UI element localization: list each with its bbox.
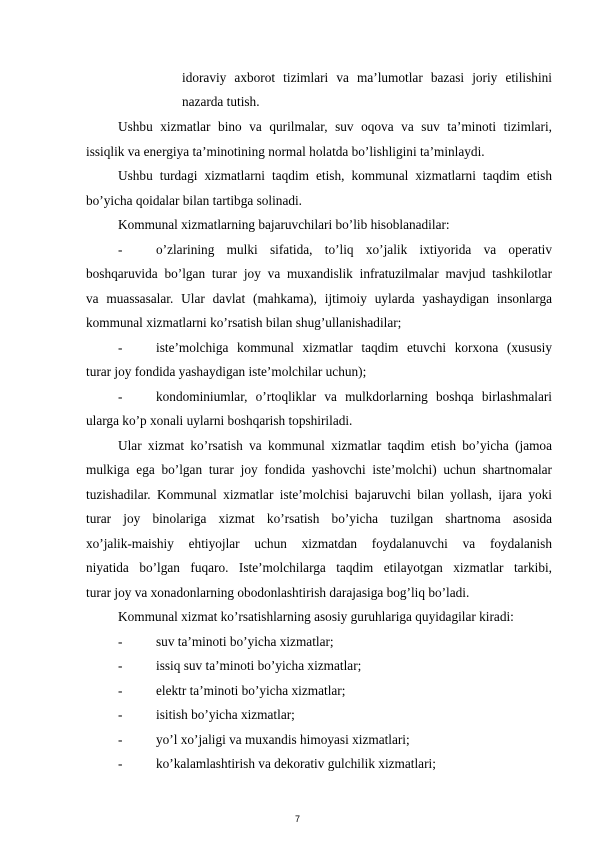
bullet-dash-8: - (118, 732, 123, 747)
paragraph-2-line-1: Ushbu turdagi xizmatlarni taqdim etish, kommunal xizmatlarni taqdim etish (118, 168, 552, 183)
bullet-8: yo’l xo’jaligi va muxandis himoyasi xizmatlari; (156, 732, 410, 747)
bullet-2-line-2: turar joy fondida yashaydigan iste’molchilar uchun); (86, 364, 367, 379)
paragraph-4-line-3: tuzishadilar. Kommunal xizmatlar iste’molchisi bajaruvchi bilan yollash, ijara yoki (86, 487, 552, 502)
continued-line-1: idoraviy axborot tizimlari va ma’lumotlar bazasi joriy etilishini (182, 70, 552, 85)
paragraph-1-line-2: issiqlik va energiya ta’minotining normal holatda bo’lishligini ta’minlaydi. (86, 144, 485, 159)
bullet-4: suv ta’minoti bo’yicha xizmatlar; (156, 634, 334, 649)
continued-line-2: nazarda tutish. (182, 94, 260, 109)
paragraph-4-line-7: turar joy va xonadonlarning obodonlashtirish darajasiga bog’liq bo’ladi. (86, 585, 470, 600)
paragraph-3-line-1: Kommunal xizmatlarning bajaruvchilari bo’lib hisoblanadilar: (118, 217, 450, 232)
bullet-dash-3: - (118, 389, 123, 404)
bullet-3-line-2: ularga ko’p xonali uylarni boshqarish topshiriladi. (86, 413, 353, 428)
paragraph-2-line-2: bo’yicha qoidalar bilan tartibga solinadi. (86, 193, 303, 208)
bullet-dash-9: - (118, 756, 123, 771)
paragraph-4-line-2: mulkiga ega bo’lgan turar joy fondida yashovchi iste’molchi) uchun shartnomalar (86, 462, 552, 477)
bullet-1-line-4: kommunal xizmatlarni ko’rsatish bilan shug’ullanishadilar; (86, 315, 402, 330)
bullet-5: issiq suv ta’minoti bo’yicha xizmatlar; (156, 658, 362, 673)
bullet-dash-2: - (118, 340, 123, 355)
paragraph-4-line-1: Ular xizmat ko’rsatish va kommunal xizmatlar taqdim etish bo’yicha (jamoa (118, 438, 552, 453)
bullet-9: ko’kalamlashtirish va dekorativ gulchilik xizmatlari; (156, 756, 436, 771)
bullet-6: elektr ta’minoti bo’yicha xizmatlar; (156, 683, 346, 698)
paragraph-5-line-1: Kommunal xizmat ko’rsatishlarning asosiy guruhlariga quyidagilar kiradi: (118, 609, 514, 624)
bullet-7: isitish bo’yicha xizmatlar; (156, 707, 295, 722)
page-number: 7 (294, 814, 300, 824)
paragraph-4-line-5: xo’jalik-maishiy ehtiyojlar uchun xizmatdan foydalanuvchi va foydalanish (86, 536, 552, 551)
bullet-dash-4: - (118, 634, 123, 649)
bullet-1-line-1: o’zlarining mulki sifatida, to’liq xo’jalik ixtiyorida va operativ (156, 242, 552, 257)
bullet-1-line-2: boshqaruvida bo’lgan turar joy va muxandislik infratuzilmalar mavjud tashkilotlar (86, 266, 552, 281)
paragraph-4-line-4: turar joy binolariga xizmat ko’rsatish bo’yicha tuzilgan shartnoma asosida (86, 511, 552, 526)
bullet-dash-6: - (118, 683, 123, 698)
bullet-dash-5: - (118, 658, 123, 673)
bullet-3-line-1: kondominiumlar, o’rtoqliklar va mulkdorlarning boshqa birlashmalari (156, 389, 552, 404)
paragraph-1-line-1: Ushbu xizmatlar bino va qurilmalar, suv oqova va suv ta’minoti tizimlari, (118, 119, 552, 134)
paragraph-4-line-6: niyatida bo’lgan fuqaro. Iste’molchilarga taqdim etilayotgan xizmatlar tarkibi, (86, 560, 552, 575)
bullet-2-line-1: iste’molchiga kommunal xizmatlar taqdim etuvchi korxona (xususiy (156, 340, 552, 355)
bullet-dash-1: - (118, 242, 123, 257)
bullet-dash-7: - (118, 707, 123, 722)
bullet-1-line-3: va muassasalar. Ular davlat (mahkama), ijtimoiy uylarda yashaydigan insonlarga (86, 291, 552, 306)
